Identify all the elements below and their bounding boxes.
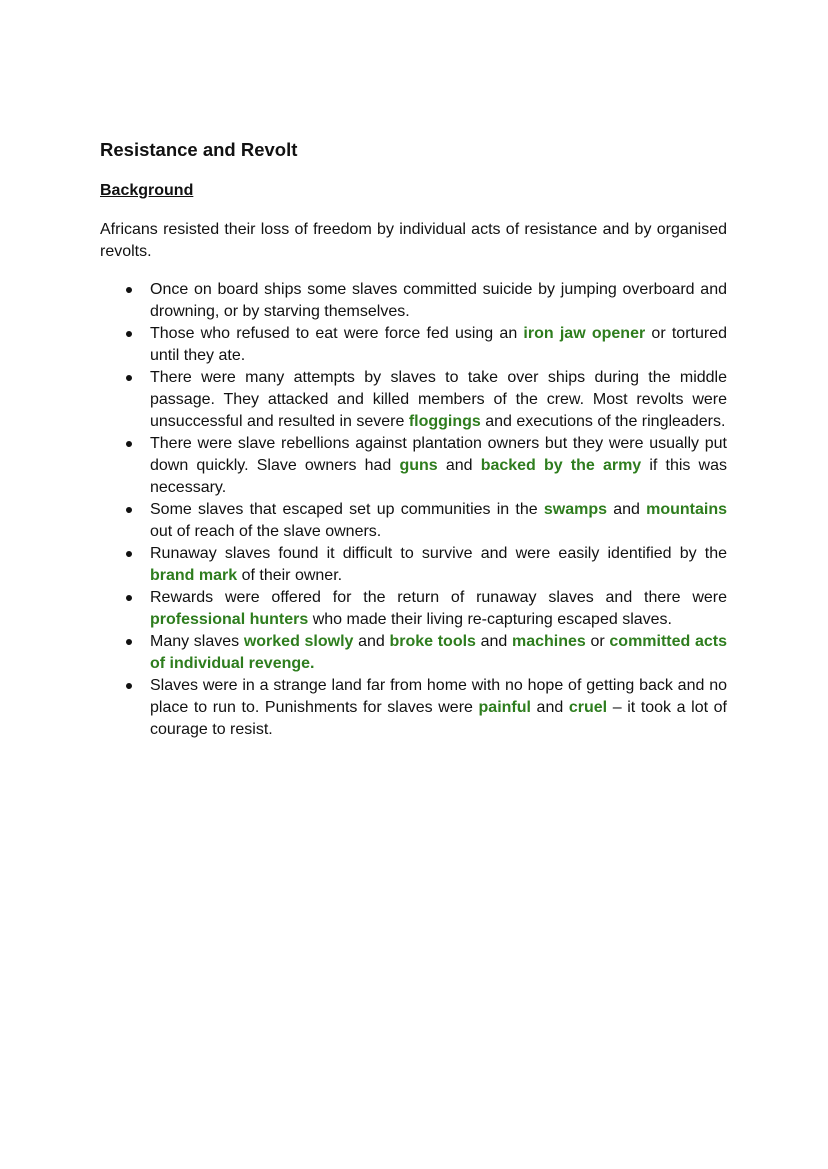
highlighted-term: professional hunters bbox=[150, 611, 309, 628]
list-item bbox=[100, 499, 727, 543]
highlighted-term: iron jaw opener bbox=[523, 325, 646, 342]
page-title: Resistance and Revolt bbox=[100, 139, 298, 160]
highlighted-term: guns bbox=[399, 457, 438, 474]
bullet-text: Some slaves that escaped set up communities in the bbox=[150, 501, 544, 518]
bullet-text: There were many attempts by slaves to take over ships during the middle passage. They attacked and killed members of the crew. Most revolts were unsuccessful and resulted in severe bbox=[150, 369, 727, 430]
list-item bbox=[100, 323, 727, 367]
bullet-dot-icon bbox=[126, 331, 132, 337]
list-item bbox=[100, 279, 727, 323]
bullet-text: and bbox=[530, 699, 569, 716]
highlighted-term: backed by the army bbox=[480, 457, 642, 474]
highlighted-term: painful bbox=[478, 699, 531, 716]
bullet-dot-icon bbox=[126, 507, 132, 513]
bullet-dot-icon bbox=[126, 551, 132, 557]
bullet-list bbox=[100, 279, 727, 741]
bullet-text: of their owner. bbox=[237, 567, 343, 584]
highlighted-term: mountains bbox=[646, 501, 727, 518]
intro-paragraph: Africans resisted their loss of freedom by individual acts of resistance and by organised revolts. bbox=[100, 221, 727, 260]
bullet-text: who made their living re-capturing escaped slaves. bbox=[308, 611, 672, 628]
list-item bbox=[100, 433, 727, 499]
bullet-dot-icon bbox=[126, 375, 132, 381]
bullet-dot-icon bbox=[126, 287, 132, 293]
bullet-text: – it took a lot of courage to resist. bbox=[150, 699, 727, 738]
highlighted-term: broke tools bbox=[389, 633, 476, 650]
section-heading: Background bbox=[100, 182, 194, 199]
bullet-text: Those who refused to eat were force fed using an bbox=[150, 325, 524, 342]
highlighted-term: cruel bbox=[568, 699, 608, 716]
bullet-text: Many slaves bbox=[150, 633, 244, 650]
bullet-text: Slaves were in a strange land far from home with no hope of getting back and no place to run to. Punishments for slaves were bbox=[150, 677, 727, 716]
bullet-text: and bbox=[353, 633, 390, 650]
list-item bbox=[100, 675, 727, 741]
bullet-text: and bbox=[437, 457, 481, 474]
bullet-text: and executions of the ringleaders. bbox=[480, 413, 726, 430]
bullet-text: Rewards were offered for the return of runaway slaves and there were bbox=[150, 589, 727, 606]
bullet-text: and bbox=[475, 633, 512, 650]
highlighted-term: committed acts of individual revenge. bbox=[150, 633, 727, 672]
list-item bbox=[100, 587, 727, 631]
bullet-dot-icon bbox=[126, 441, 132, 447]
bullet-text: There were slave rebellions against plantation owners but they were usually put down quickly. Slave owners had bbox=[150, 435, 727, 474]
bullet-dot-icon bbox=[126, 639, 132, 645]
highlighted-term: brand mark bbox=[150, 567, 238, 584]
bullet-dot-icon bbox=[126, 595, 132, 601]
bullet-dot-icon bbox=[126, 683, 132, 689]
bullet-text: Runaway slaves found it difficult to survive and were easily identified by the bbox=[150, 545, 727, 562]
bullet-text: or bbox=[585, 633, 610, 650]
bullet-text: Once on board ships some slaves committed suicide by jumping overboard and drowning, or by starving themselves. bbox=[150, 281, 727, 320]
bullet-text: and bbox=[606, 501, 647, 518]
bullet-text: out of reach of the slave owners. bbox=[150, 523, 382, 540]
highlighted-term: worked slowly bbox=[243, 633, 354, 650]
list-item bbox=[100, 543, 727, 587]
highlighted-term: swamps bbox=[543, 501, 607, 518]
highlighted-term: machines bbox=[512, 633, 586, 650]
highlighted-term: floggings bbox=[408, 413, 481, 430]
bullet-text: or tortured until they ate. bbox=[150, 325, 727, 364]
list-item bbox=[100, 367, 727, 433]
bullet-text: if this was necessary. bbox=[150, 457, 728, 496]
list-item bbox=[100, 631, 727, 675]
